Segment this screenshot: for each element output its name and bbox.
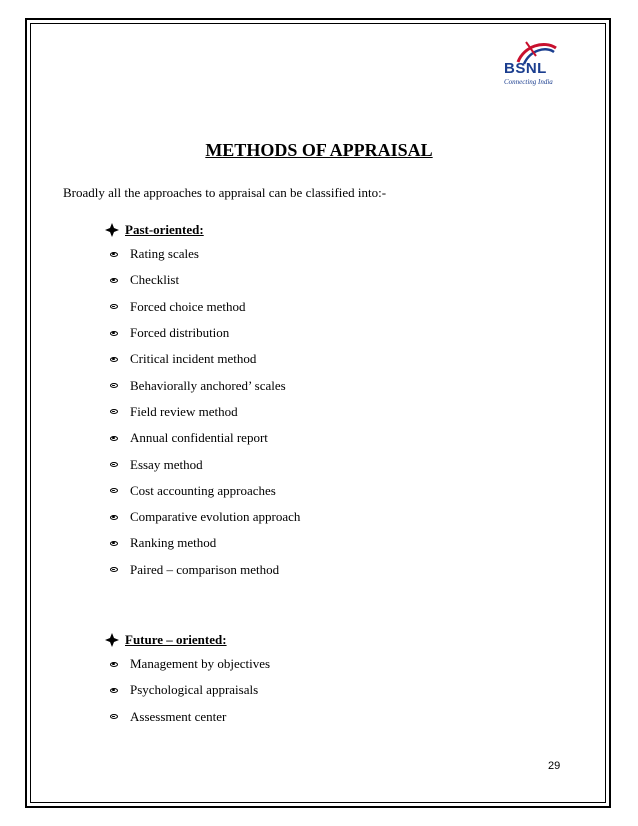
bullet-icon (110, 409, 118, 414)
bsnl-logo (496, 36, 576, 96)
section-future-heading (105, 632, 227, 648)
list-item-text: Behaviorally anchored’ scales (130, 377, 286, 393)
section-past-label: Past-oriented: (125, 222, 204, 237)
list-item (110, 425, 300, 451)
list-item (110, 346, 300, 372)
future-oriented-list (110, 651, 270, 730)
past-oriented-list (110, 241, 300, 583)
list-item-text: Management by objectives (130, 656, 271, 672)
bullet-icon (110, 688, 118, 693)
list-item (110, 399, 300, 425)
bullet-icon (110, 383, 118, 388)
bullet-icon (110, 541, 118, 546)
list-item-text: Field review method (130, 403, 238, 419)
section-future-label: Future – oriented: (125, 632, 227, 647)
page-title: METHODS OF APPRAISAL (205, 140, 433, 160)
list-item-text: Essay method (130, 456, 203, 472)
list-item-text: Checklist (130, 272, 180, 288)
list-item (110, 504, 300, 530)
list-item-text: Annual confidential report (130, 430, 268, 446)
bullet-icon (110, 515, 118, 520)
diamond-bullet-icon (105, 633, 119, 647)
bullet-icon (110, 357, 118, 362)
bullet-icon (110, 488, 118, 493)
list-item (110, 451, 300, 477)
list-item (110, 372, 300, 398)
list-item-text: Ranking method (130, 535, 217, 551)
page-number: 29 (548, 760, 561, 772)
list-item (110, 704, 270, 730)
bullet-icon (110, 436, 118, 441)
bullet-icon (110, 331, 118, 336)
list-item-text: Cost accounting approaches (130, 482, 276, 498)
list-item-text: Rating scales (130, 246, 199, 262)
bullet-icon (110, 462, 118, 467)
list-item-text: Assessment center (130, 708, 227, 724)
bullet-icon (110, 278, 118, 283)
diamond-bullet-icon (105, 223, 119, 237)
bullet-icon (110, 714, 118, 719)
list-item (110, 530, 300, 556)
list-item (110, 267, 300, 293)
list-item (110, 320, 300, 346)
logo-brand: BSNL (504, 60, 547, 77)
bullet-icon (110, 662, 118, 667)
list-item-text: Forced distribution (130, 325, 230, 341)
list-item (110, 294, 300, 320)
list-item (110, 677, 270, 703)
list-item (110, 557, 300, 583)
list-item-text: Forced choice method (130, 298, 246, 314)
list-item-text: Paired – comparison method (130, 561, 280, 577)
logo-tagline: Connecting India (504, 78, 553, 86)
list-item (110, 478, 300, 504)
bullet-icon (110, 304, 118, 309)
section-past-heading (105, 222, 204, 238)
intro-text: Broadly all the approaches to appraisal can be classified into:- (63, 185, 387, 200)
bullet-icon (110, 567, 118, 572)
list-item-text: Comparative evolution approach (130, 509, 301, 525)
list-item (110, 651, 270, 677)
list-item-text: Psychological appraisals (130, 682, 259, 698)
list-item (110, 241, 300, 267)
bullet-icon (110, 252, 118, 257)
list-item-text: Critical incident method (130, 351, 257, 367)
